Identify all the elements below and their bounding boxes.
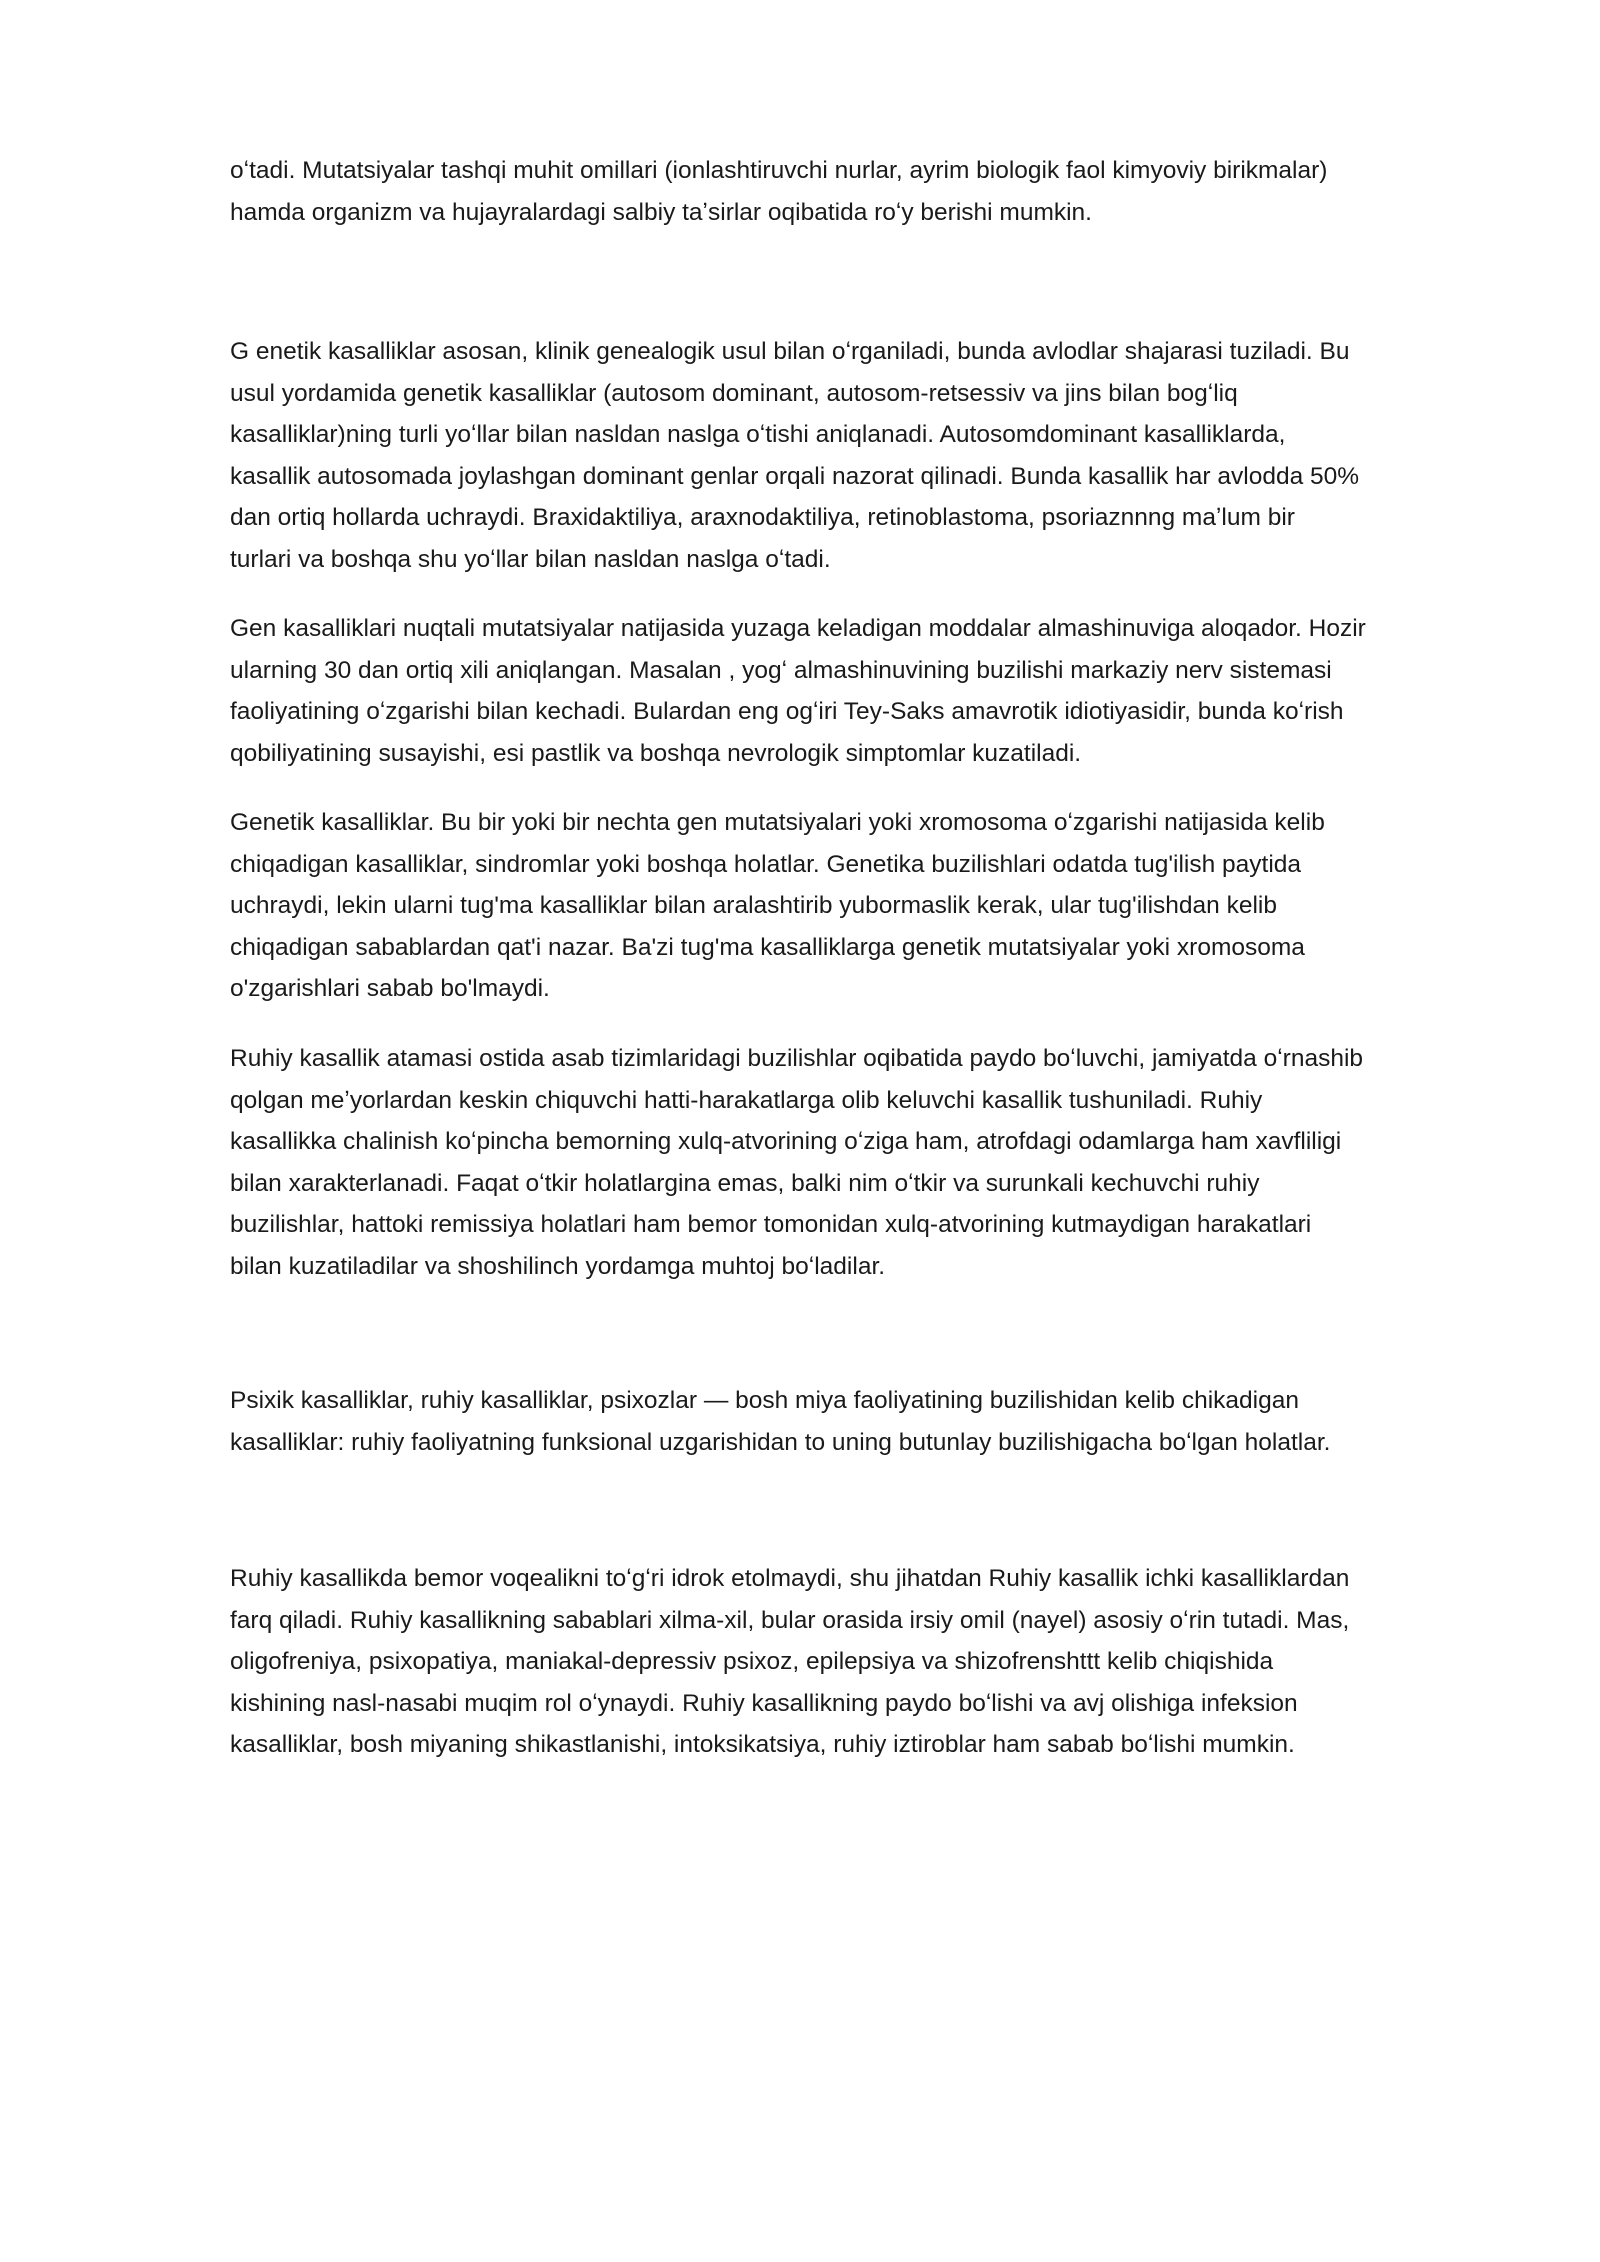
text-line: G enetik kasalliklar asosan, klinik genealogik usul bilan oʻrganiladi, bunda avlodlar shajarasi tuziladi. Bu xyxy=(230,338,1350,365)
text-line: chiqadigan sabablardan qat'i nazar. Ba'zi tug'ma kasalliklarga genetik mutatsiyalar yoki xromosoma xyxy=(230,933,1305,961)
text-line: kishining nasl-nasabi muqim rol oʻynaydi. Ruhiy kasallikning paydo boʻlishi va avj olishiga infeksion xyxy=(230,1689,1298,1717)
text-line: kasalliklar, bosh miyaning shikastlanishi, intoksikatsiya, ruhiy iztiroblar ham sabab boʻlishi mumkin. xyxy=(230,1731,1295,1758)
paragraph-genetic-disorders xyxy=(230,802,1500,1010)
text-line: kasallikka chalinish koʻpincha bemorning xulq-atvorining oʻziga ham, atrofdagi odamlarga ham xavfliligi xyxy=(230,1128,1342,1155)
paragraph-mutation-causes xyxy=(230,150,1500,233)
paragraph-genetic-diseases-study xyxy=(230,331,1500,580)
paragraph-mental-illness xyxy=(230,1038,1500,1287)
text-line: uchraydi, lekin ularni tug'ma kasalliklar bilan aralashtirib yubormaslik kerak, ular tug'ilishdan kelib xyxy=(230,892,1278,919)
text-line: oligofreniya, psixopatiya, maniakal-depressiv psixoz, epilepsiya va shizofrenshttt kelib chiqishida xyxy=(230,1648,1274,1675)
text-line: qobiliyatining susayishi, esi pastlik va boshqa nevrologik simptomlar kuzatiladi. xyxy=(230,739,1082,767)
text-line: kasallik autosomada joylashgan dominant genlar orqali nazorat qilinadi. Bunda kasallik har avlodda 50% xyxy=(230,462,1360,490)
text-line: bilan xarakterlanadi. Faqat oʻtkir holatlargina emas, balki nim oʻtkir va surunkali kechuvchi ruhiy xyxy=(230,1169,1260,1197)
text-line: hamda organizm va hujayralardagi salbiy taʼsirlar oqibatida roʻy berishi mumkin. xyxy=(230,198,1092,226)
text-line: chiqadigan kasalliklar, sindromlar yoki boshqa holatlar. Genetika buzilishlari odatda tug'ilish paytida xyxy=(230,850,1302,878)
text-line: kasalliklar: ruhiy faoliyatning funksional uzgarishidan to uning butunlay buzilishigacha boʻlgan holatlar. xyxy=(230,1428,1331,1456)
text-line: ularning 30 dan ortiq xili aniqlangan. Masalan , yogʻ almashinuvining buzilishi markaziy nerv sistemasi xyxy=(230,656,1332,684)
text-line: buzilishlar, hattoki remissiya holatlari ham bemor tomonidan xulq-atvorining kutmaydigan harakatlari xyxy=(230,1211,1312,1238)
text-line: dan ortiq hollarda uchraydi. Braxidaktiliya, araxnodaktiliya, retinoblastoma, psoriaznnng maʼlum bir xyxy=(230,504,1295,531)
text-line: Ruhiy kasallikda bemor voqealikni toʻgʻri idrok etolmaydi, shu jihatdan Ruhiy kasallik ichki kasalliklardan xyxy=(230,1565,1350,1592)
paragraph-gene-diseases xyxy=(230,608,1500,774)
paragraph-mental-illness-causes xyxy=(230,1558,1500,1766)
text-line: Ruhiy kasallik atamasi ostida asab tizimlaridagi buzilishlar oqibatida paydo boʻluvchi, jamiyatda oʻrnashib xyxy=(230,1045,1364,1072)
text-line: Psixik kasalliklar, ruhiy kasalliklar, psixozlar — bosh miya faoliyatining buzilishidan kelib chikadigan xyxy=(230,1387,1299,1414)
text-line: qolgan meʼyorlardan keskin chiquvchi hatti-harakatlarga olib keluvchi kasallik tushuniladi. Ruhiy xyxy=(230,1086,1263,1114)
text-line: oʻtadi. Mutatsiyalar tashqi muhit omillari (ionlashtiruvchi nurlar, ayrim biologik faol kimyoviy birikmalar) xyxy=(230,157,1328,184)
text-line: turlari va boshqa shu yoʻllar bilan nasldan naslga oʻtadi. xyxy=(230,545,831,573)
text-line: o'zgarishlari sabab bo'lmaydi. xyxy=(230,975,550,1002)
text-line: faoliyatining oʻzgarishi bilan kechadi. Bulardan eng ogʻiri Tey-Saks amavrotik idiotiyasidir, bunda koʻrish xyxy=(230,698,1344,725)
text-line: farq qiladi. Ruhiy kasallikning sabablari xilma-xil, bular orasida irsiy omil (nayel) asosiy oʻrin tutadi. Mas, xyxy=(230,1606,1350,1634)
paragraph-psychic-diseases xyxy=(230,1380,1500,1463)
text-line: Genetik kasalliklar. Bu bir yoki bir nechta gen mutatsiyalari yoki xromosoma oʻzgarishi natijasida kelib xyxy=(230,809,1325,836)
text-line: bilan kuzatiladilar va shoshilinch yordamga muhtoj boʻladilar. xyxy=(230,1252,886,1280)
text-line: kasalliklar)ning turli yoʻllar bilan nasldan naslga oʻtishi aniqlanadi. Autosomdominant kasalliklarda, xyxy=(230,421,1286,448)
text-line: usul yordamida genetik kasalliklar (autosom dominant, autosom-retsessiv va jins bilan bogʻliq xyxy=(230,379,1238,407)
text-line: Gen kasalliklari nuqtali mutatsiyalar natijasida yuzaga keladigan moddalar almashinuviga aloqador. Hozir xyxy=(230,615,1366,642)
